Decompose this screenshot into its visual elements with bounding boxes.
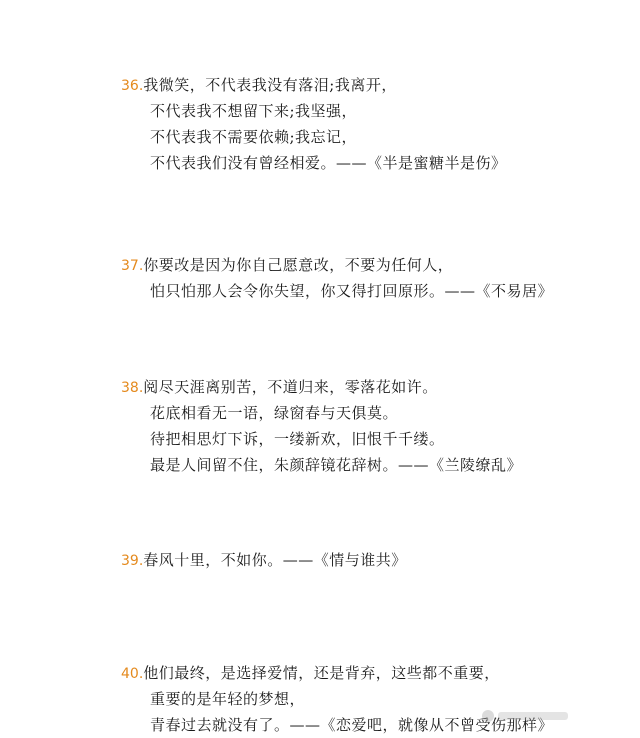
quote-line (121, 547, 631, 573)
quote-line (121, 660, 631, 686)
quote-40 (121, 660, 631, 738)
quote-text: 你要改是因为你自己愿意改，不要为任何人， (143, 256, 454, 274)
quote-text: 阅尽天涯离别苦，不道归来，零落花如许。 (143, 378, 438, 396)
quote-line (121, 72, 631, 98)
quote-text: 春风十里，不如你。——《情与谁共》 (143, 551, 407, 569)
quote-36 (121, 72, 631, 176)
quote-37 (121, 252, 631, 304)
quote-line: 不代表我们没有曾经相爱。——《半是蜜糖半是伤》 (150, 154, 507, 172)
quote-line: 待把相思灯下诉，一缕新欢，旧恨千千缕。 (150, 430, 445, 448)
quote-line: 最是人间留不住，朱颜辞镜花辞树。——《兰陵缭乱》 (150, 456, 523, 474)
quote-line: 重要的是年轻的梦想， (150, 690, 306, 708)
quote-number: 39. (121, 553, 144, 569)
quote-line: 不代表我不想留下来;我坚强， (150, 102, 358, 120)
quote-number: 38. (121, 380, 144, 396)
quote-line (121, 374, 631, 400)
watermark-logo (480, 706, 570, 726)
quote-text: 我微笑，不代表我没有落泪;我离开， (143, 76, 397, 94)
quote-39 (121, 547, 631, 573)
quote-line: 不代表我不需要依赖;我忘记， (150, 128, 358, 146)
quote-number: 40. (121, 666, 144, 682)
quote-number: 36. (121, 78, 144, 94)
quote-line: 怕只怕那人会令你失望，你又得打回原形。——《不易居》 (150, 282, 554, 300)
quote-line: 青春过去就没有了。——《恋爱吧，就像从不曾受伤那样》 (150, 716, 554, 734)
quote-number: 37. (121, 258, 144, 274)
quote-text: 他们最终，是选择爱情，还是背弃，这些都不重要， (143, 664, 500, 682)
quote-line (121, 252, 631, 278)
quote-line: 花底相看无一语，绿窗春与天俱莫。 (150, 404, 399, 422)
quote-38 (121, 374, 631, 478)
